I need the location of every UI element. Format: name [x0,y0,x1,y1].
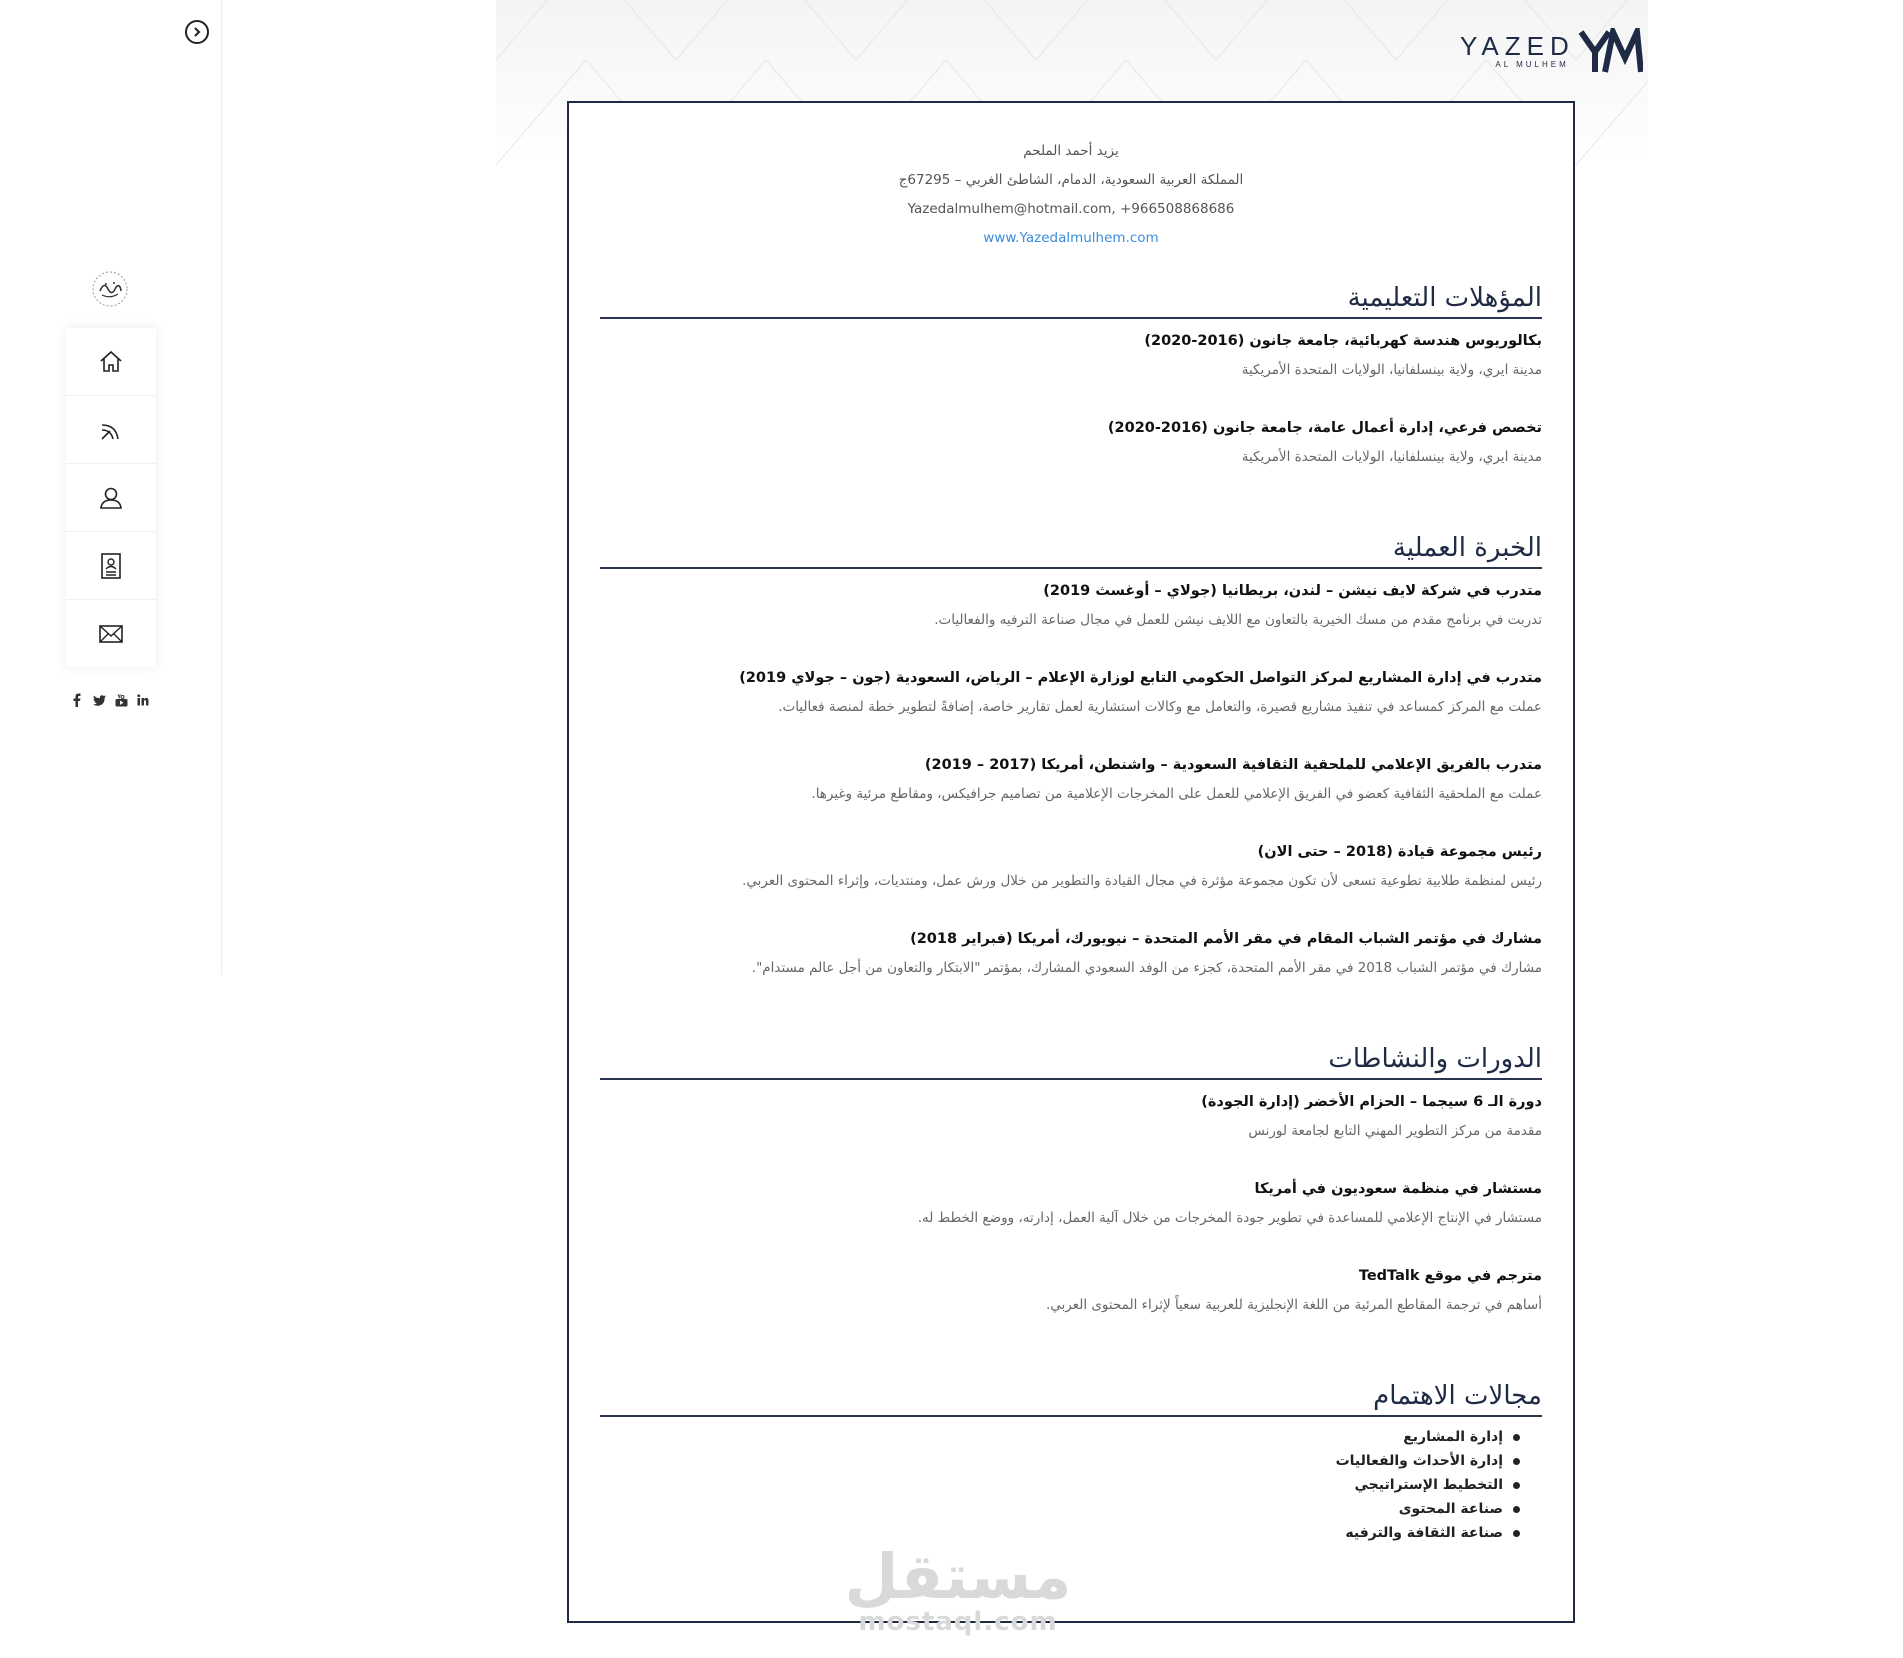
experience-heading: الخبرة العملية [600,531,1542,569]
interests-heading: مجالات الاهتمام [600,1379,1542,1417]
experience-item-desc: عملت مع المركز كمساعد في تنفيذ مشاريع قصيرة، والتعامل مع وكالات استشارية لعمل تقارير خاصة، إضافةً لتطوير خطة لمنصة فعاليات. [778,699,1542,715]
experience-item-title: متدرب بالفريق الإعلامي للملحقية الثقافية السعودية – واشنطن، أمريكا (2017 – 2019) [924,757,1542,773]
course-item-desc: مستشار في الإنتاج الإعلامي للمساعدة في تطوير جودة المخرجات من خلال آلية العمل، إدارته، ووضع الخطط له. [917,1210,1542,1226]
experience-item-desc: مشارك في مؤتمر الشباب 2018 في مقر الأمم المتحدة، كجزء من الوفد السعودي المشارك، بمؤتمر "الابتكار والتعاون من أجل عالم مستدام". [751,960,1542,976]
interest-label: صناعة الثقافة والترفيه [1345,1525,1503,1541]
list-item [1336,1497,1520,1521]
contact-name: يزيد أحمد الملحم [1023,143,1119,159]
bullet-icon [1513,1530,1520,1537]
nav-home[interactable] [66,328,156,396]
user-icon [98,485,124,511]
watermark-english: mostaql.com [858,1607,1058,1637]
experience-item-title: رئيس مجموعة قيادة (2018 – حتى الان) [1257,844,1542,860]
sidebar-logo[interactable] [90,269,130,309]
bullet-icon [1513,1482,1520,1489]
interest-label: التخطيط الإستراتيجي [1354,1477,1503,1493]
watermark-arabic: مستقل [844,1540,1072,1613]
interests-list [1336,1425,1520,1545]
list-item [1336,1425,1520,1449]
course-item-desc: مقدمة من مركز التطوير المهني التابع لجامعة لورنس [1248,1123,1542,1139]
interest-label: إدارة الأحداث والفعاليات [1335,1453,1503,1469]
course-item-desc: أساهم في ترجمة المقاطع المرئية من اللغة الإنجليزية للعربية سعياً لإثراء المحتوى العربي. [1045,1297,1542,1313]
resume-icon [98,552,124,580]
twitter-icon[interactable] [92,693,106,707]
bullet-icon [1513,1506,1520,1513]
contact-block [600,137,1542,253]
calligraphy-logo-icon [90,269,130,309]
list-item [1336,1473,1520,1497]
nav-contact[interactable] [66,600,156,667]
sidebar-divider [221,0,222,975]
social-links [70,693,150,707]
courses-heading: الدورات والنشاطات [600,1042,1542,1080]
interest-label: إدارة المشاريع [1403,1429,1503,1445]
experience-item-desc: تدربت في برنامج مقدم من مسك الخيرية بالتعاون مع اللايف نيشن للعمل في مجال صناعة الترفيه والفعاليات. [934,612,1542,628]
sidebar-nav [66,328,156,667]
contact-address: المملكة العربية السعودية، الدمام، الشاطئ الغربي – 67295ج [898,172,1244,188]
experience-item-desc: عملت مع الملحقية الثقافية كعضو في الفريق الإعلامي للعمل على المخرجات الإعلامية من تصاميم جرافيكس، ومقاطع مرئية وغيرها. [811,786,1542,802]
nav-resume[interactable] [66,532,156,600]
experience-item-title: مشارك في مؤتمر الشباب المقام في مقر الأمم المتحدة – نيويورك، أمريكا (فبراير 2018) [910,931,1542,947]
linkedin-icon[interactable] [136,693,150,707]
experience-item-title: متدرب في إدارة المشاريع لمركز التواصل الحكومي التابع لوزارة الإعلام – الرياض، السعودية (جون – جولاي 2019) [739,670,1542,686]
experience-item-desc: رئيس لمنظمة طلابية تطوعية تسعى لأن تكون مجموعة مؤثرة في مجال القيادة والتطوير من خلال ورش عمل، ومنتديات، وإثراء المحتوى العربي. [742,873,1542,889]
interest-label: صناعة المحتوى [1398,1501,1503,1517]
cv-content [600,103,1542,1621]
feed-icon [98,417,124,443]
education-item-desc: مدينة ايري، ولاية بينسلفانيا، الولايات المتحدة الأمريكية [1241,449,1542,465]
mostaql-watermark [838,1540,1078,1637]
course-item-title: مستشار في منظمة سعوديون في أمريكا [1254,1181,1542,1197]
education-item-desc: مدينة ايري، ولاية بينسلفانيا، الولايات المتحدة الأمريكية [1241,362,1542,378]
contact-email-phone: Yazedalmulhem@hotmail.com, +966508868686 [907,201,1235,217]
sidebar-toggle-button[interactable] [185,20,209,44]
nav-blog[interactable] [66,396,156,464]
home-icon [98,349,124,375]
course-item-title: دورة الـ 6 سيجما – الحزام الأخضر (إدارة الجودة) [1201,1094,1542,1110]
list-item [1336,1449,1520,1473]
education-item-title: بكالوريوس هندسة كهربائية، جامعة جانون (2016-2020) [1144,333,1542,349]
youtube-icon[interactable] [114,693,128,707]
course-item-title: مترجم في موقع TedTalk [1358,1268,1542,1284]
ym-monogram-icon [1579,28,1643,74]
contact-website-link[interactable]: www.Yazedalmulhem.com [983,230,1159,246]
brand-text [1460,32,1575,70]
brand-subtitle: AL MULHEM [1495,60,1569,69]
list-item [1336,1521,1520,1545]
mail-icon [98,623,124,645]
nav-about[interactable] [66,464,156,532]
cv-document [567,101,1575,1623]
education-item-title: تخصص فرعي، إدارة أعمال عامة، جامعة جانون (2016-2020) [1107,420,1542,436]
chevron-right-icon [192,27,202,37]
experience-item-title: متدرب في شركة لايف نيشن – لندن، بريطانيا (جولاي – أوغسث 2019) [1043,583,1542,599]
bullet-icon [1513,1434,1520,1441]
brand-logo[interactable] [1460,28,1643,74]
bullet-icon [1513,1458,1520,1465]
facebook-icon[interactable] [70,693,84,707]
education-heading: المؤهلات التعليمية [600,281,1542,319]
brand-name: YAZED [1460,31,1575,61]
